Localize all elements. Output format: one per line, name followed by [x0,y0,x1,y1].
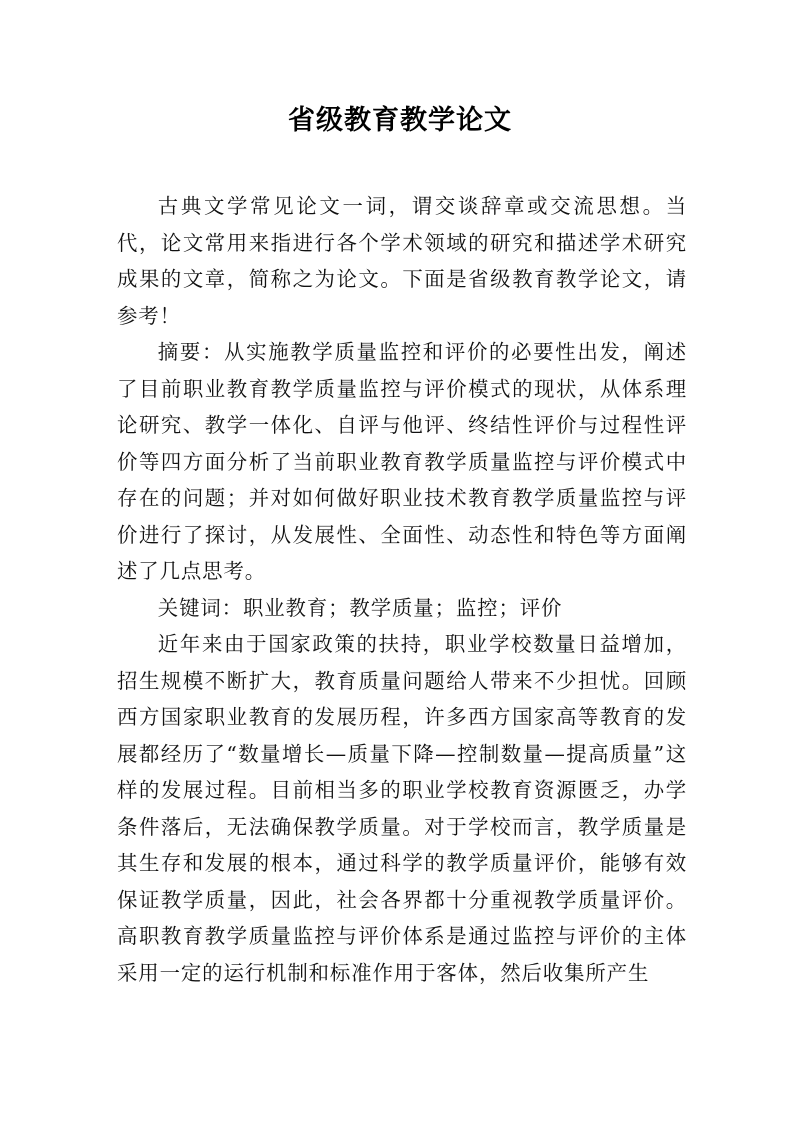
body-paragraph: 近年来由于国家政策的扶持，职业学校数量日益增加，招生规模不断扩大，教育质量问题给人带来不少担忧。回顾西方国家职业教育的发展历程，许多西方国家高等教育的发展都经历了“数量增长—质量下降—控制数量—提高质量”这样的发展过程。目前相当多的职业学校教育资源匮乏，办学条件落后，无法确保教学质量。对于学校而言，教学质量是其生存和发展的根本，通过科学的教学质量评价，能够有效保证教学质量，因此，社会各界都十分重视教学质量评价。高职教育教学质量监控与评价体系是通过监控与评价的主体采用一定的运行机制和标准作用于客体，然后收集所产生 [117,632,687,985]
document-body [117,188,687,991]
abstract-paragraph: 摘要：从实施教学质量监控和评价的必要性出发，阐述了目前职业教育教学质量监控与评价模式的现状，从体系理论研究、教学一体化、自评与他评、终结性评价与过程性评价等四方面分析了当前职业教育教学质量监控与评价模式中存在的问题；并对如何做好职业技术教育教学质量监控与评价进行了探讨，从发展性、全面性、动态性和特色等方面阐述了几点思考。 [117,340,687,583]
keywords-paragraph: 关键词：职业教育；教学质量；监控；评价 [157,595,563,620]
intro-paragraph: 古典文学常见论文一词，谓交谈辞章或交流思想。当代，论文常用来指进行各个学术领域的研究和描述学术研究成果的文章，简称之为论文。下面是省级教育教学论文，请参考！ [117,194,687,328]
page-title: 省级教育教学论文 [288,105,512,136]
